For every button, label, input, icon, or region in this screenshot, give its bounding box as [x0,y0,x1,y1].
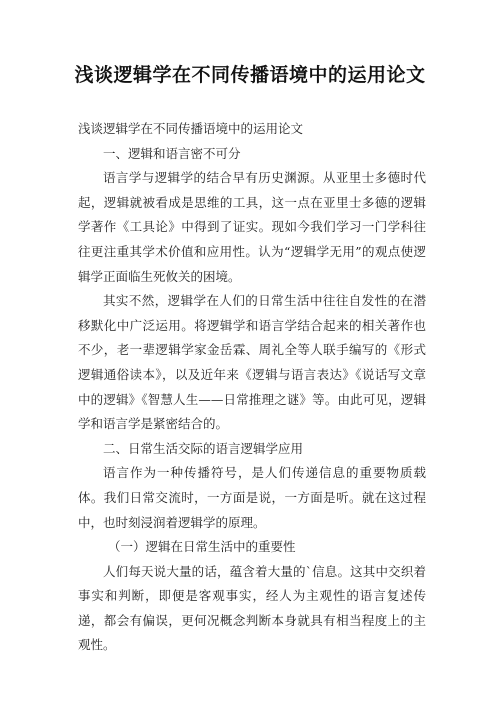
body-paragraph: 其实不然，逻辑学在人们的日常生活中往往自发性的在潜移默化中广泛运用。将逻辑学和语言学结合起来的相关著作也不少，老一辈逻辑学家金岳霖、周礼全等人联手编写的《形式逻辑通俗读本》，以及近年来《逻辑与语言表达》《说话写文章中的逻辑》《智慧人生——日常推理之谜》等。由此可见，逻辑学和语言学是紧密结合的。 [78,293,426,432]
subtitle-line: 浅谈逻辑学在不同传播语境中的运用论文 [78,121,304,136]
body-paragraph: 语言学与逻辑学的结合早有历史渊源。从亚里士多德时代起，逻辑就被看成是思维的工具，这一点在亚里士多德的逻辑学著作《工具论》中得到了证实。现如今我们学习一门学科往往更注重其学术价值和应用性。认为“逻辑学无用”的观点使逻辑学正面临生死攸关的困境。 [78,170,426,284]
document-title: 浅谈逻辑学在不同传播语境中的运用论文 [74,64,426,86]
body-paragraph: 语言作为一种传播符号，是人们传递信息的重要物质载体。我们日常交流时，一方面是说，一方面是听。就在这过程中，也时刻浸润着逻辑学的原理。 [78,465,426,530]
section-heading-1: 一、逻辑和语言密不可分 [103,145,241,161]
body-paragraph: 人们每天说大量的话，蕴含着大量的`信息。这其中交织着事实和判断，即便是客观事实，经人为主观性的语言复述传递，都会有偏误，更何况概念判断本身就具有相当程度上的主观性。 [78,563,426,653]
document-body [78,117,426,658]
subsection-heading: （一）逻辑在日常生活中的重要性 [108,539,296,555]
section-heading-2: 二、日常生活交际的语言逻辑学应用 [103,440,304,456]
